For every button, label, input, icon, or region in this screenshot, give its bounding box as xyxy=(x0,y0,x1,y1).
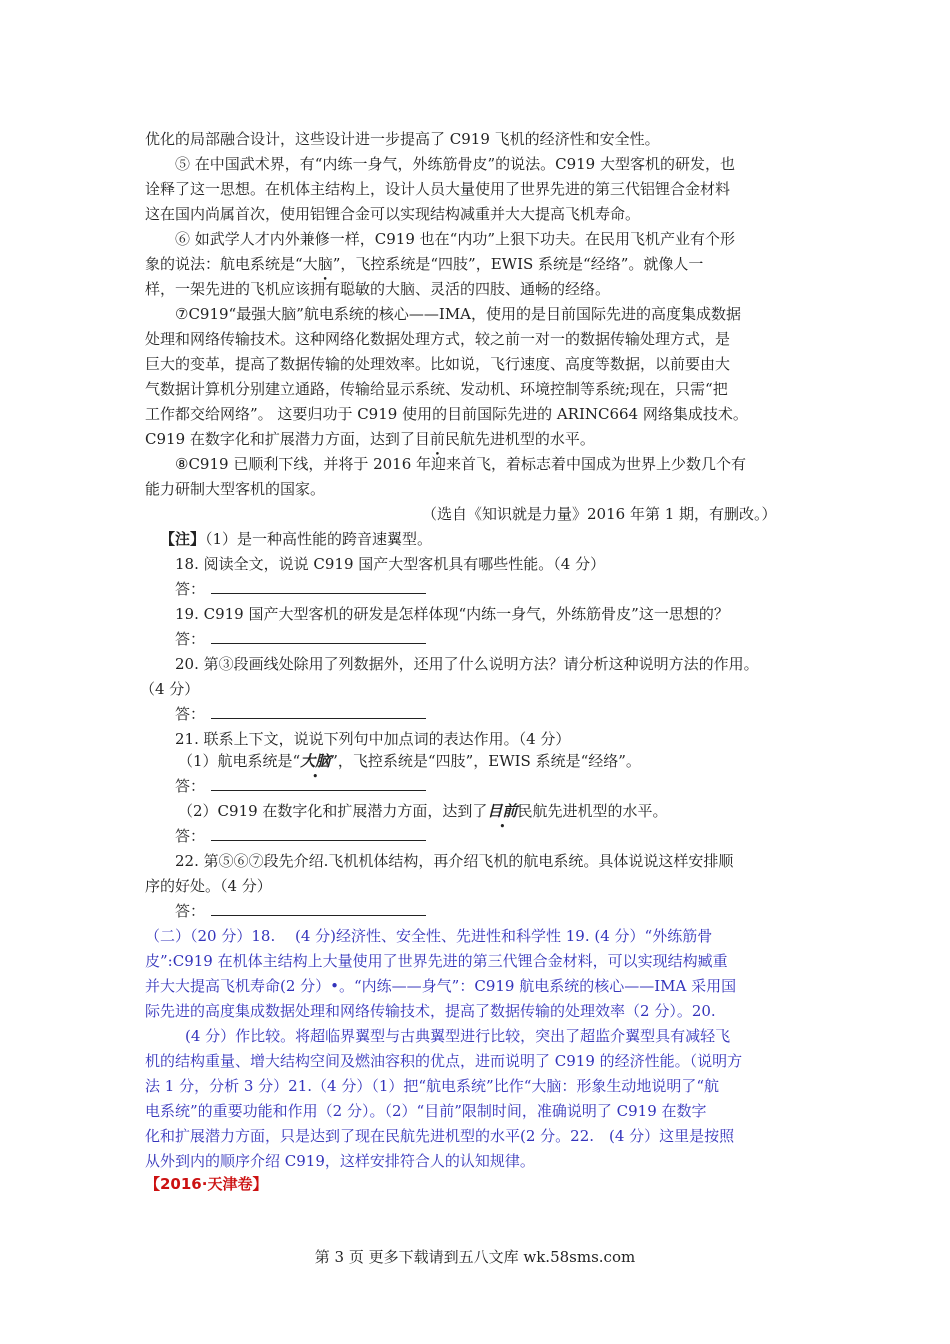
paragraph-8-line: ⑧C919 已顺利下线，并将于 2016 年迎来首飞，着标志着中国成为世界上少数几个有 xyxy=(175,455,747,473)
question-20-score: （4 分） xyxy=(140,680,200,698)
answer-key-line: (4 分）作比较。将超临界翼型与古典翼型进行比较，突出了超监介翼型具有减轻飞 xyxy=(185,1027,731,1045)
page-footer: 第 3 页 更多下载请到五八文库 wk.58sms.com xyxy=(314,1248,636,1266)
paragraph-7-line: 处理和网络传输技术。这种网络化数据处理方式，较之前一对一的数据传输处理方式，是 xyxy=(145,330,731,348)
paragraph-6-line: 象的说法：航电系统是“大脑”，飞控系统是“四肢”，EWIS 系统是“经络”。就像人一 xyxy=(145,255,704,273)
dotted-word: 大 xyxy=(302,255,318,273)
answer-key-line: 电系统”的重要功能和作用（2 分）。（2）“目前”限制时间，准确说明了 C919 在数字 xyxy=(145,1102,707,1120)
question-21: 21. 联系上下文，说说下列句中加点词的表达作用。（4 分） xyxy=(175,730,571,748)
answer-key-line: （二）（20 分）18. (4 分)经济性、安全性、先进性和科学性 19. (4 分）“外练筋骨 xyxy=(145,927,713,945)
answer-blank: 答： xyxy=(175,703,426,725)
question-22: 22. 第⑤⑥⑦段先介绍.飞机机体结构，再介绍飞机的航电系统。具体说说这样安排顺 xyxy=(175,852,734,870)
dotted-word: 目 xyxy=(414,430,430,448)
paragraph-7-line: 巨大的变革，提高了数据传输的处理效率。比如说，飞行速度、高度等数据，以前要由大 xyxy=(145,355,731,373)
source-citation: （选自《知识就是力量》2016 年第 1 期，有删改。） xyxy=(422,505,777,523)
paragraph-6-line: 样，一架先进的飞机应该拥有聪敏的大脑、灵活的四肢、通畅的经络。 xyxy=(145,280,611,298)
section-tag: 【2016·天津卷】 xyxy=(145,1175,268,1193)
answer-blank: 答： xyxy=(175,628,426,650)
answer-key-line: 并大大提高飞机寿命(2 分）•。“内练——身气”：C919 航电系统的核心——IMA 采用国 xyxy=(145,977,737,995)
question-19: 19. C919 国产大型客机的研发是怎样体现“内练一身气，外练筋骨皮”这一思想的？ xyxy=(175,605,729,623)
paragraph-5-line: ⑤ 在中国武术界，有“内练一身气，外练筋骨皮”的说法。C919 大型客机的研发，也 xyxy=(175,155,735,173)
paragraph-5-line: 诠释了这一思想。在机体主结构上，设计人员大量使用了世界先进的第三代铝锂合金材料 xyxy=(145,180,731,198)
answer-key-line: 法 1 分，分析 3 分）21.（4 分）（1）把“航电系统”比作“大脑：形象生动地说明了“航 xyxy=(145,1077,720,1095)
question-21-item-2: （2）C919 在数字化和扩展潜力方面，达到了目前民航先进机型的水平。 xyxy=(178,802,668,820)
answer-key-line: 际先进的高度集成数据处理和网络传输技术，提高了数据传输的处理效率（2 分）。20. xyxy=(145,1002,716,1020)
paragraph-7-line: ⑦C919“最强大脑”航电系统的核心——IMA，使用的是目前国际先进的高度集成数据 xyxy=(175,305,742,323)
dotted-word: 目前 xyxy=(487,802,518,820)
question-18: 18. 阅读全文，说说 C919 国产大型客机具有哪些性能。（4 分） xyxy=(175,555,606,573)
answer-key-line: 皮”:C919 在机体主结构上大量使用了世界先进的第三代锂合金材料，可以实现结构臧重 xyxy=(145,952,728,970)
paragraph-7-line: C919 在数字化和扩展潜力方面，达到了目前民航先进机型的水平。 xyxy=(145,430,595,448)
answer-blank: 答： xyxy=(175,900,426,922)
dotted-word: 前 xyxy=(429,430,445,448)
answer-blank: 答： xyxy=(175,775,426,797)
answer-key-line: 化和扩展潜力方面，只是达到了现在民航先进机型的水平(2 分。22. (4 分）这里是按照 xyxy=(145,1127,735,1145)
question-20: 20. 第③段画线处除用了列数据外，还用了什么说明方法？请分析这种说明方法的作用。 xyxy=(175,655,759,673)
article-line: 优化的局部融合设计，这些设计进一步提高了 C919 飞机的经济性和安全性。 xyxy=(145,130,660,148)
paragraph-8-line: 能力研制大型客机的国家。 xyxy=(145,480,326,498)
answer-blank: 答： xyxy=(175,578,426,600)
answer-key-line: 机的结构重量、增大结构空间及燃油容积的优点，进而说明了 C919 的经济性能。（说明方 xyxy=(145,1052,743,1070)
answer-blank: 答： xyxy=(175,825,426,847)
answer-key-line: 从外到内的顺序介绍 C919，这样安排符合人的认知规律。 xyxy=(145,1152,535,1170)
paragraph-5-line: 这在国内尚属首次，使用铝锂合金可以实现结构减重并大大提高飞机寿命。 xyxy=(145,205,641,223)
paragraph-7-line: 工作都交给网络”。 这要归功于 C919 使用的目前国际先进的 ARINC664 网络集成技术。 xyxy=(145,405,748,423)
paragraph-7-line: 气数据计算机分别建立通路，传输给显示系统、发动机、环境控制等系统;现在，只需“把 xyxy=(145,380,728,398)
question-21-item-1: （1）航电系统是“大脑”，飞控系统是“四肢”，EWIS 系统是“经络”。 xyxy=(178,752,641,770)
paragraph-6-line: ⑥ 如武学人才内外兼修一样，C919 也在“内功”上狠下功夫。在民用飞机产业有个形 xyxy=(175,230,735,248)
question-22: 序的好处。（4 分） xyxy=(145,877,272,895)
dotted-word: 大脑 xyxy=(300,752,331,770)
dotted-word: 脑 xyxy=(317,255,333,273)
note: 【注】（1）是一种高性能的跨音速翼型。 xyxy=(160,530,433,548)
